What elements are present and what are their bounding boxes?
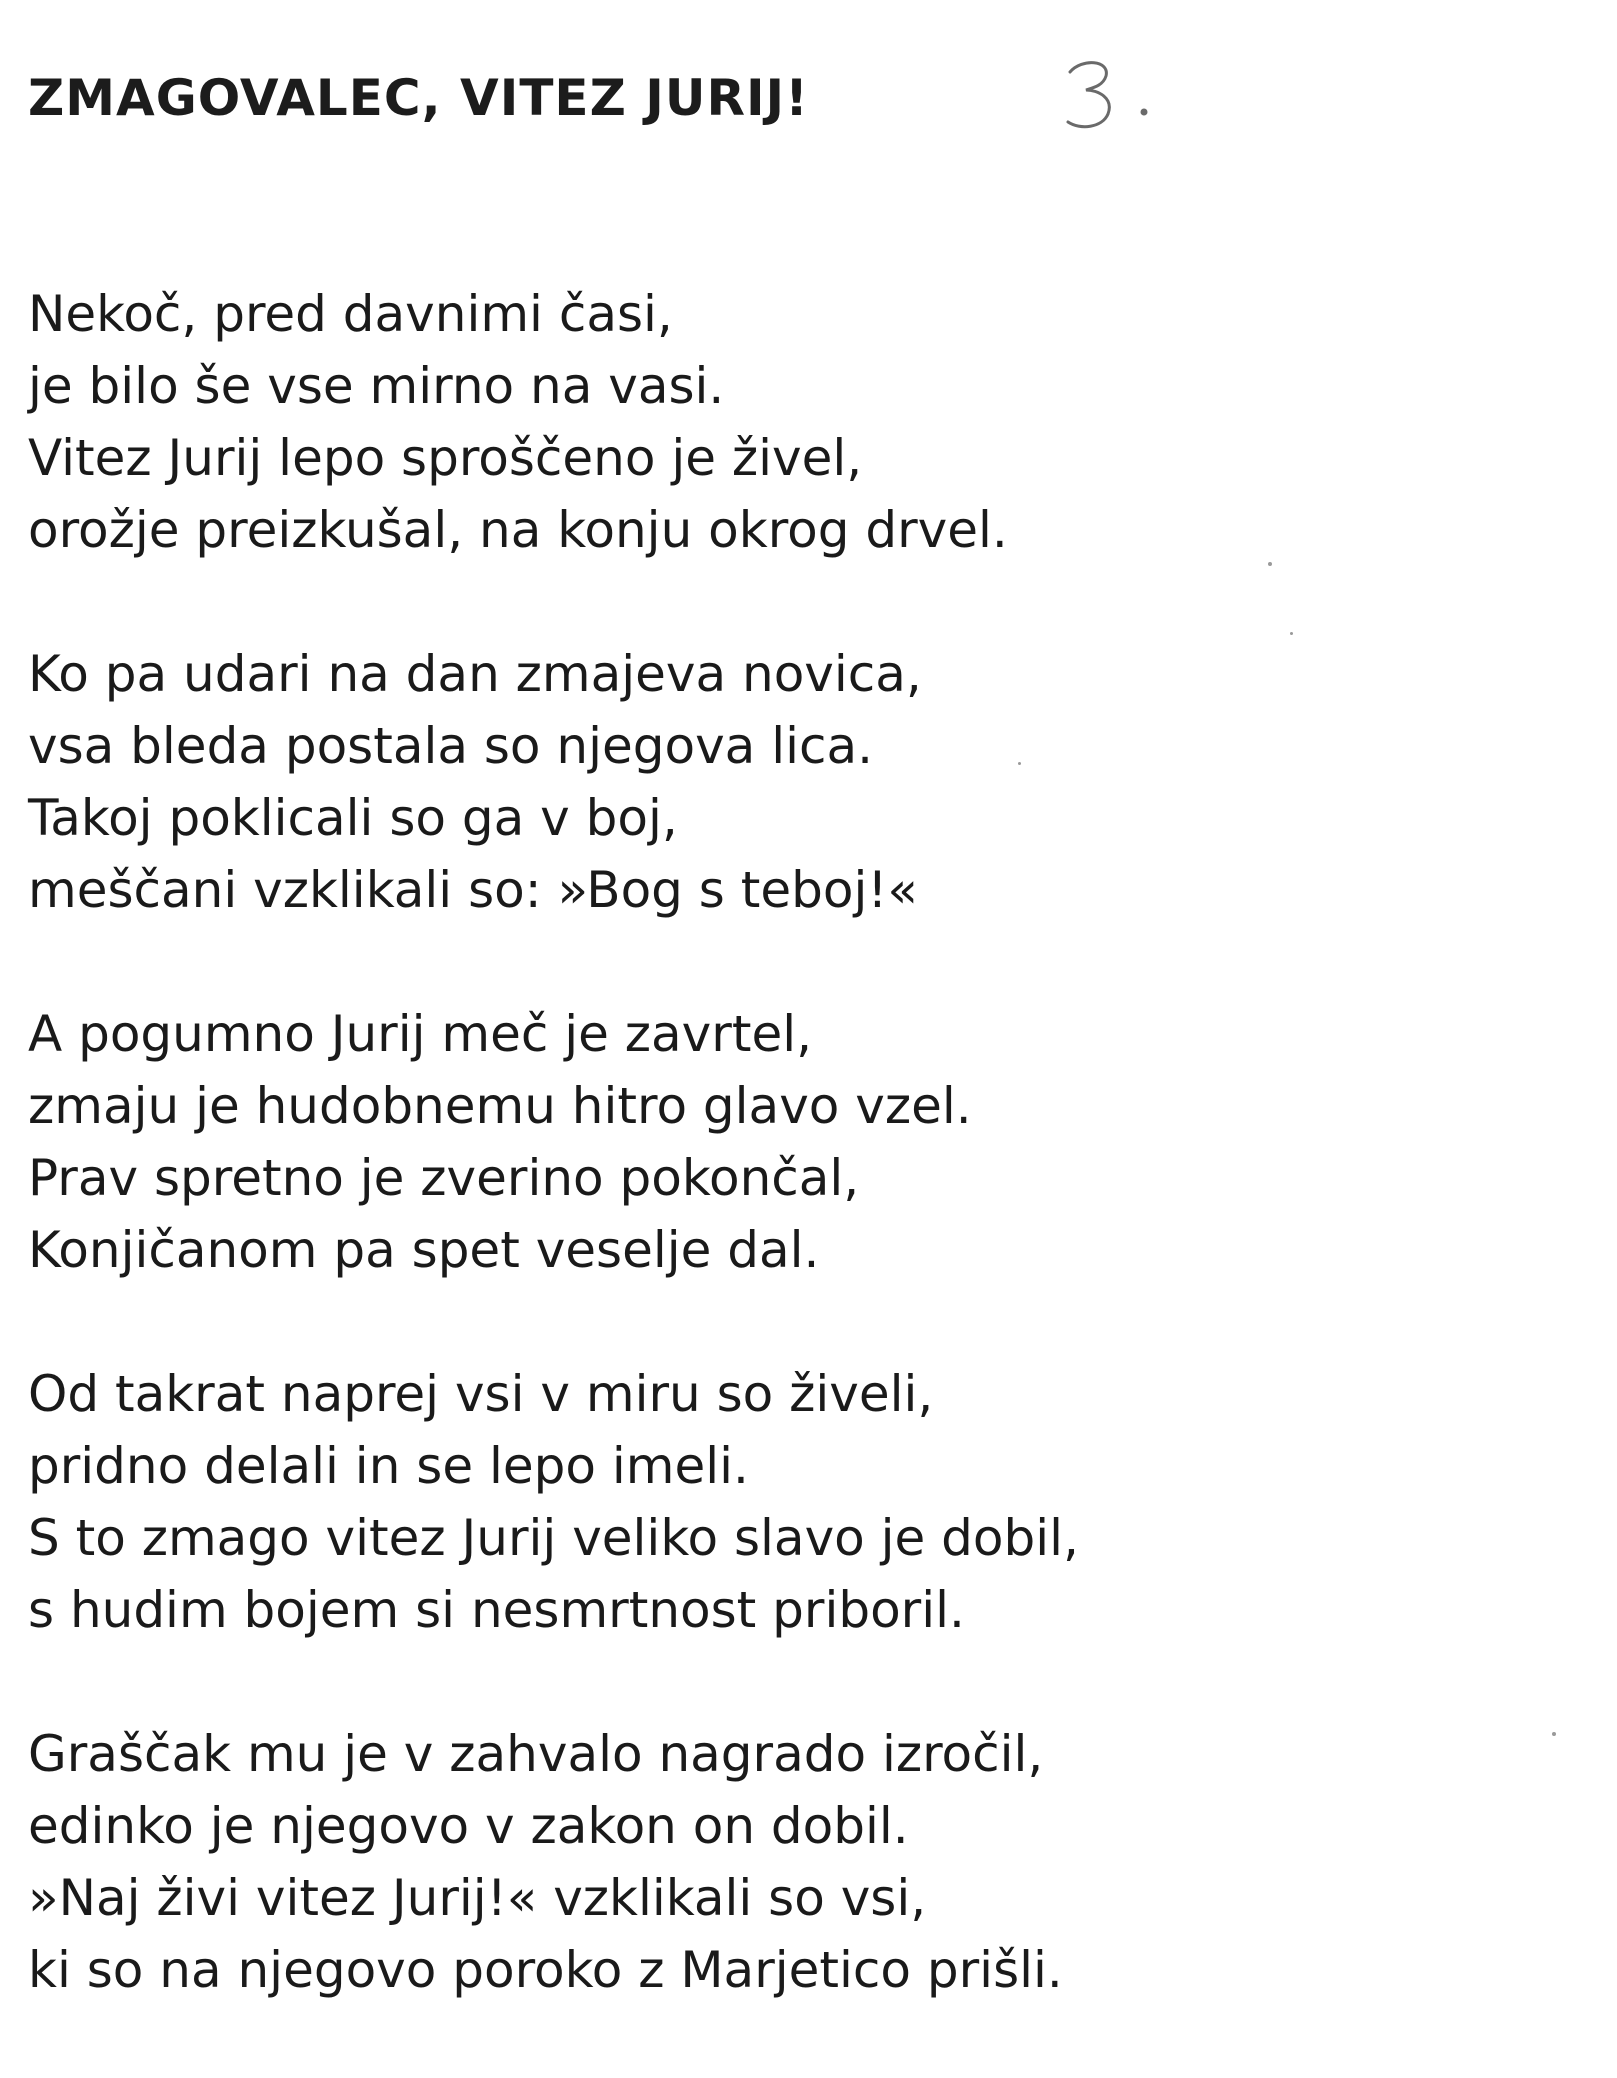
poem-title: ZMAGOVALEC, VITEZ JURIJ! (28, 69, 809, 127)
poem-line: Nekoč, pred davnimi časi, (28, 285, 673, 343)
poem-line: vsa bleda postala so njegova lica. (28, 717, 874, 775)
poem-line: ki so na njegovo poroko z Marjetico prišli. (28, 1941, 1063, 1999)
scan-speck (1018, 762, 1021, 765)
handwritten-page-number (1052, 50, 1162, 140)
stanza-1 (28, 278, 1588, 566)
scan-speck (1268, 562, 1272, 566)
poem-line: Od takrat naprej vsi v miru so živeli, (28, 1365, 934, 1423)
poem-line: je bilo še vse mirno na vasi. (28, 357, 725, 415)
poem-line: Ko pa udari na dan zmajeva novica, (28, 645, 922, 703)
scan-speck (1552, 1732, 1556, 1736)
poem-line: S to zmago vitez Jurij veliko slavo je dobil, (28, 1509, 1079, 1567)
poem-line: zmaju je hudobnemu hitro glavo vzel. (28, 1077, 972, 1135)
poem-line: Takoj poklicali so ga v boj, (28, 789, 678, 847)
stanza-5 (28, 1718, 1588, 2006)
stanza-3 (28, 998, 1588, 1286)
poem-line: A pogumno Jurij meč je zavrtel, (28, 1005, 812, 1063)
poem-line: pridno delali in se lepo imeli. (28, 1437, 749, 1495)
poem-line: Prav spretno je zverino pokončal, (28, 1149, 860, 1207)
poem-line: orožje preizkušal, na konju okrog drvel. (28, 501, 1008, 559)
poem-body (28, 278, 1588, 2078)
stanza-2 (28, 638, 1588, 926)
stanza-4 (28, 1358, 1588, 1646)
poem-line: Vitez Jurij lepo sproščeno je živel, (28, 429, 863, 487)
poem-line: Graščak mu je v zahvalo nagrado izročil, (28, 1725, 1044, 1783)
poem-line: edinko je njegovo v zakon on dobil. (28, 1797, 909, 1855)
poem-line: meščani vzklikali so: »Bog s teboj!« (28, 861, 918, 919)
poem-line: »Naj živi vitez Jurij!« vzklikali so vsi, (28, 1869, 927, 1927)
poem-line: s hudim bojem si nesmrtnost priboril. (28, 1581, 965, 1639)
scan-speck (1290, 632, 1293, 635)
poem-line: Konjičanom pa spet veselje dal. (28, 1221, 820, 1279)
